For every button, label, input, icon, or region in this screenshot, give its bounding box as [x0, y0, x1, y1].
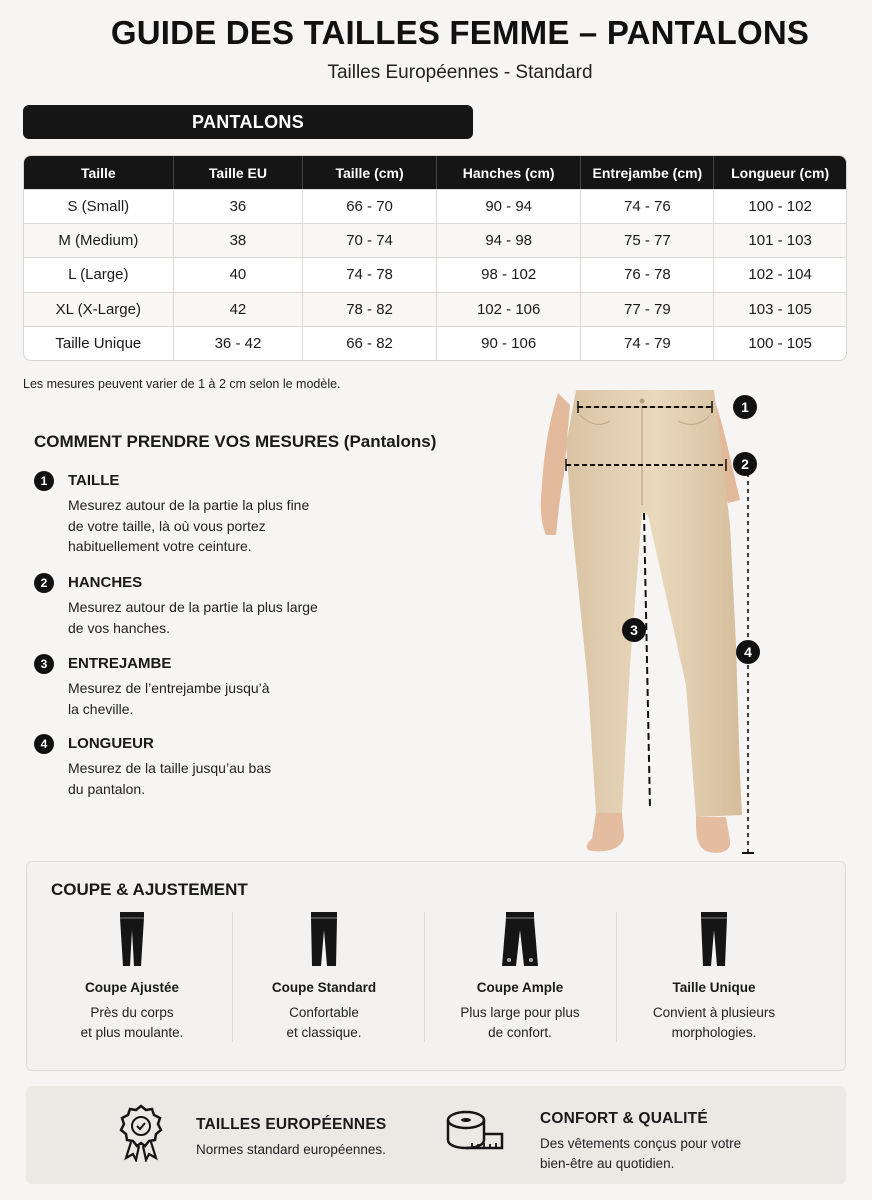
fit-desc-line: et plus moulante. — [80, 1025, 184, 1040]
fit-desc-line: Près du corps — [90, 1005, 174, 1020]
feature-desc-line: Des vêtements conçus pour votre — [540, 1136, 742, 1151]
fit-item-ajustee — [37, 906, 227, 1046]
fit-description — [229, 1003, 419, 1043]
table-cell: 102 - 106 — [437, 292, 582, 326]
column-header: Hanches (cm) — [437, 156, 582, 189]
table-cell: 36 — [174, 189, 304, 223]
step-description — [68, 495, 368, 557]
left-foot — [587, 813, 624, 851]
page-subtitle: Tailles Européennes - Standard — [327, 62, 593, 83]
table-cell: 66 - 82 — [303, 326, 437, 360]
feature-confort-qualite — [540, 1110, 741, 1174]
marker-3-icon — [622, 618, 646, 642]
table-cell: XL (X-Large) — [24, 292, 174, 326]
feature-desc-line: bien-être au quotidien. — [540, 1156, 675, 1171]
fit-desc-line: Confortable — [289, 1005, 359, 1020]
table-cell: 66 - 70 — [303, 189, 437, 223]
one-size-pants-icon — [698, 910, 730, 968]
table-row — [24, 223, 846, 257]
badge-icon — [118, 1104, 164, 1162]
step-line: Mesurez de la taille jusqu’au bas — [68, 760, 272, 776]
step-heading: TAILLE — [68, 472, 120, 489]
column-header: Entrejambe (cm) — [581, 156, 714, 189]
table-row — [24, 189, 846, 223]
column-header: Taille (cm) — [303, 156, 437, 189]
feature-description — [540, 1134, 741, 1174]
step-line: Mesurez de l’entrejambe jusqu’à — [68, 680, 270, 696]
pants-model-illustration — [530, 385, 830, 860]
table-cell: 42 — [174, 292, 304, 326]
feature-description: Normes standard européennes. — [196, 1142, 386, 1157]
step-line: du pantalon. — [68, 780, 146, 797]
fit-item-standard — [229, 906, 419, 1046]
column-header: Taille EU — [174, 156, 304, 189]
table-cell: L (Large) — [24, 257, 174, 291]
step-description — [68, 597, 368, 638]
fit-desc-line: et classique. — [286, 1025, 362, 1040]
standard-pants-icon — [308, 910, 340, 968]
step-line: habituellement votre ceinture. — [68, 538, 252, 554]
fit-desc-line: Convient à plusieurs — [652, 1005, 776, 1020]
table-cell: 90 - 94 — [437, 189, 582, 223]
table-cell: 38 — [174, 223, 304, 257]
step-line: Mesurez autour de la partie la plus large — [68, 599, 318, 615]
table-cell: 90 - 106 — [437, 326, 582, 360]
step-description — [68, 678, 368, 719]
table-cell: 70 - 74 — [303, 223, 437, 257]
svg-text:1: 1 — [741, 399, 749, 415]
table-row — [24, 257, 846, 291]
fit-item-unique — [619, 906, 809, 1046]
table-cell: 74 - 78 — [303, 257, 437, 291]
step-line: Mesurez autour de la partie la plus fine — [68, 497, 310, 513]
features-band — [26, 1086, 846, 1184]
fit-section-title: COUPE & AJUSTEMENT — [51, 880, 248, 899]
table-header-row — [24, 156, 846, 189]
table-cell: 78 - 82 — [303, 292, 437, 326]
measurement-note: Les mesures peuvent varier de 1 à 2 cm selon le modèle. — [23, 377, 341, 391]
svg-text:2: 2 — [741, 456, 749, 472]
step-heading: ENTREJAMBE — [68, 655, 172, 672]
pants-shape — [566, 390, 742, 817]
fit-section — [26, 861, 846, 1071]
step-number-badge: 1 — [34, 471, 54, 491]
table-cell: 75 - 77 — [581, 223, 714, 257]
section-header-pantalons: PANTALONS — [23, 105, 473, 139]
table-cell: 40 — [174, 257, 304, 291]
fit-name: Coupe Standard — [271, 980, 377, 995]
step-number-badge: 4 — [34, 734, 54, 754]
fit-desc-line: morphologies. — [671, 1025, 757, 1040]
table-cell: 101 - 103 — [714, 223, 846, 257]
divider — [616, 912, 617, 1042]
table-cell: 36 - 42 — [174, 326, 304, 360]
step-heading: HANCHES — [68, 574, 143, 591]
table-cell: 74 - 79 — [581, 326, 714, 360]
table-cell: Taille Unique — [24, 326, 174, 360]
column-header: Taille — [24, 156, 174, 189]
page-title: GUIDE DES TAILLES FEMME – PANTALONS — [110, 14, 810, 51]
fit-name: Coupe Ajustée — [84, 980, 179, 995]
table-row — [24, 326, 846, 360]
feature-title: CONFORT & QUALITÉ — [540, 1110, 708, 1127]
table-cell: 98 - 102 — [437, 257, 582, 291]
right-foot — [696, 817, 730, 853]
table-cell: 74 - 76 — [581, 189, 714, 223]
size-table — [23, 155, 847, 361]
table-cell: 102 - 104 — [714, 257, 846, 291]
step-line: la cheville. — [68, 700, 134, 717]
fit-description — [619, 1003, 809, 1043]
fit-desc-line: de confort. — [488, 1025, 552, 1040]
fit-description — [37, 1003, 227, 1043]
howto-title: COMMENT PRENDRE VOS MESURES (Pantalons) — [34, 432, 437, 451]
measuring-tape-icon — [444, 1108, 506, 1156]
step-heading: LONGUEUR — [68, 735, 154, 752]
fit-name: Coupe Ample — [476, 980, 564, 995]
marker-4-icon — [736, 640, 760, 664]
table-cell: 76 - 78 — [581, 257, 714, 291]
table-cell: 94 - 98 — [437, 223, 582, 257]
table-cell: 100 - 105 — [714, 326, 846, 360]
table-cell: 100 - 102 — [714, 189, 846, 223]
svg-text:3: 3 — [630, 622, 638, 638]
table-cell: 77 - 79 — [581, 292, 714, 326]
svg-text:4: 4 — [744, 644, 752, 660]
step-number-badge: 2 — [34, 573, 54, 593]
table-cell: S (Small) — [24, 189, 174, 223]
step-number-badge: 3 — [34, 654, 54, 674]
table-cell: 103 - 105 — [714, 292, 846, 326]
feature-title: TAILLES EUROPÉENNES — [196, 1116, 387, 1133]
step-line: de votre taille, là où vous portez — [68, 517, 266, 534]
column-header: Longueur (cm) — [714, 156, 846, 189]
table-cell: M (Medium) — [24, 223, 174, 257]
marker-2-icon — [733, 452, 757, 476]
fit-description — [425, 1003, 615, 1043]
feature-tailles-europeennes — [196, 1116, 386, 1160]
fit-desc-line: Plus large pour plus — [460, 1005, 580, 1020]
fit-item-ample — [425, 906, 615, 1046]
slim-pants-icon — [117, 910, 147, 968]
wide-pants-icon — [501, 910, 539, 968]
table-row — [24, 292, 846, 326]
marker-1-icon — [733, 395, 757, 419]
step-description — [68, 758, 368, 799]
fit-name: Taille Unique — [672, 980, 756, 995]
step-line: de vos hanches. — [68, 619, 170, 636]
